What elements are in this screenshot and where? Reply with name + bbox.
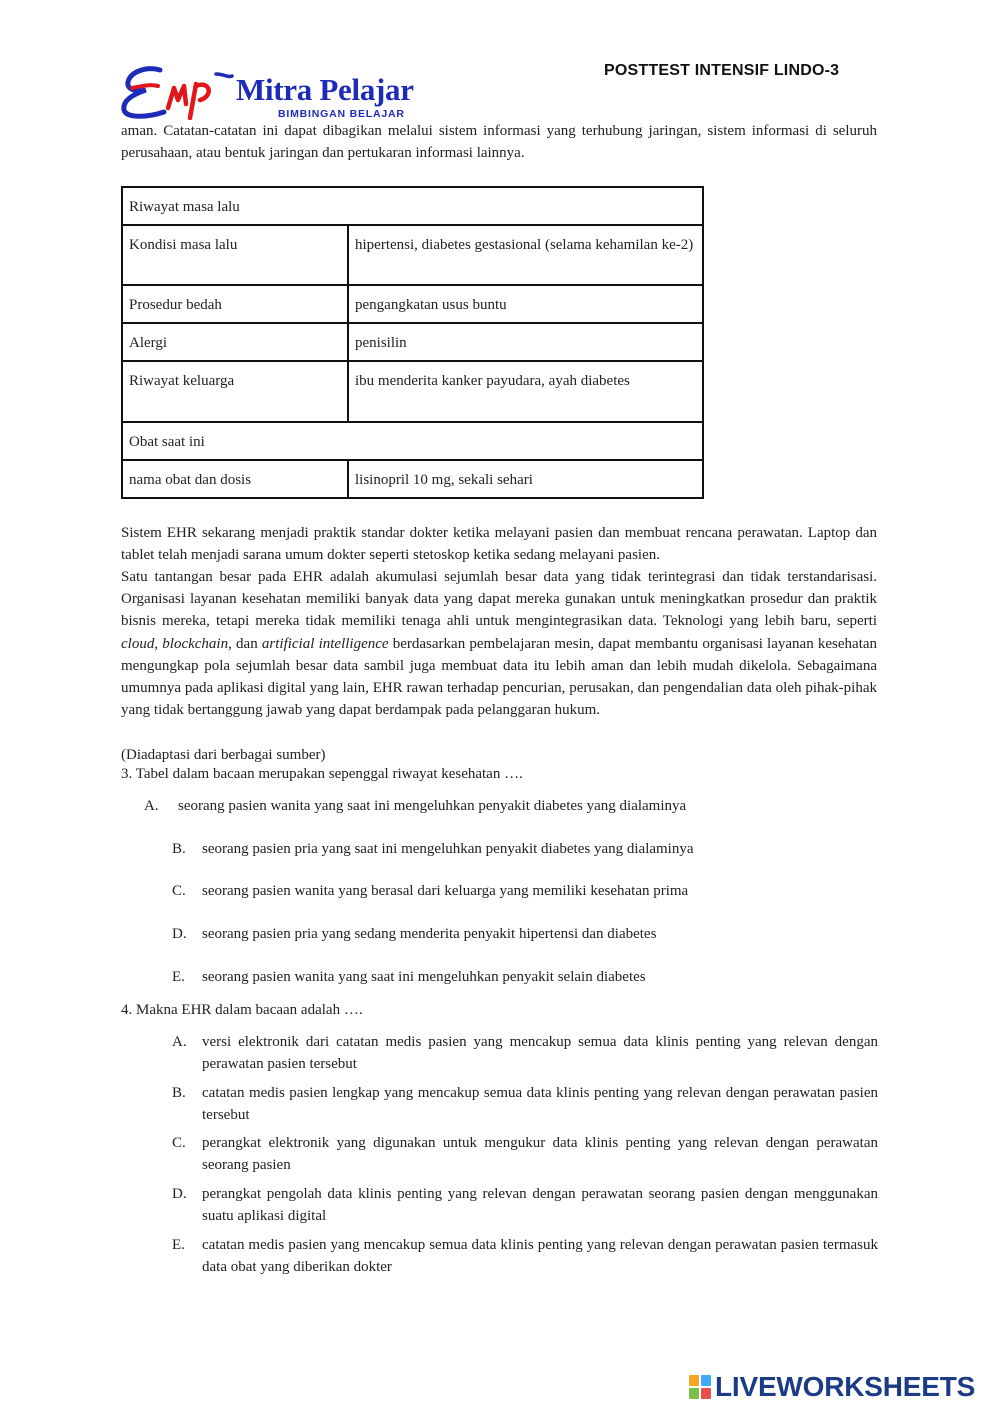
logo-mark-icon — [120, 64, 238, 120]
paragraph-text: Satu tantangan besar pada EHR adalah akumulasi sejumlah besar data yang tidak terintegrasi dan tidak terstandarisasi. Organisasi layanan kesehatan memiliki banyak data yang dapat mereka gunakan untuk meningkatkan prosedur dan praktik bisnis mereka, tetapi mereka tidak memiliki tenaga ahli untuk mengintegrasikan data. Teknologi yang lebih baru, seperti — [121, 569, 877, 630]
paragraph-text: berdasarkan pembelajaran mesin, dapat membantu organisasi layanan kesehatan mengungkap pola sejumlah besar data sambil juga membuat data itu lebih aman dan lebih mudah dikelola. Sebagaimana umumnya pada aplikasi digital yang lain, EHR rawan terhadap pencurian, perusakan, dan pengendalian data oleh pihak-pihak yang tidak bertanggung jawab yang dapat berdampak pada pelanggaran hukum. — [121, 635, 878, 719]
question-3-option-b[interactable] — [172, 838, 878, 862]
row-label: Prosedur bedah — [122, 285, 348, 323]
option-text: seorang pasien pria yang saat ini mengeluhkan penyakit diabetes yang dialaminya — [202, 841, 694, 857]
logo-subtitle: BIMBINGAN BELAJAR — [278, 108, 405, 120]
option-letter: C. — [172, 883, 186, 899]
separator: , dan — [228, 635, 262, 652]
option-text: seorang pasien wanita yang saat ini mengeluhkan penyakit diabetes yang dialaminya — [178, 798, 687, 814]
liveworksheets-brand — [689, 1372, 975, 1402]
table-section-row — [122, 187, 703, 225]
row-label: Riwayat keluarga — [122, 361, 348, 422]
option-letter: B. — [172, 1085, 186, 1101]
row-label: Alergi — [122, 323, 348, 361]
question-4-option-d[interactable] — [172, 1183, 878, 1229]
table-row — [122, 361, 703, 422]
body-paragraph-1: Sistem EHR sekarang menjadi praktik standar dokter ketika melayani pasien dan membuat rencana perawatan. Laptop dan tablet telah menjadi sarana umum dokter seperti stetoskop ketika sedang melayani pasien. — [121, 525, 877, 564]
question-3-option-a[interactable] — [144, 795, 878, 819]
option-letter: C. — [172, 1135, 186, 1151]
question-3-option-d[interactable] — [172, 923, 878, 947]
question-3-option-e[interactable] — [172, 966, 878, 990]
source-note: (Diadaptasi dari berbagai sumber) — [121, 747, 326, 763]
table-row — [122, 323, 703, 361]
medical-history-table — [121, 186, 704, 499]
liveworksheets-wordmark: LIVEWORKSHEETS — [715, 1371, 976, 1402]
term-cloud: cloud — [121, 635, 155, 652]
row-label: nama obat dan dosis — [122, 460, 348, 498]
separator: , — [154, 635, 163, 652]
option-letter: A. — [172, 1034, 187, 1050]
option-text: perangkat pengolah data klinis penting yang relevan dengan perawatan seorang pasien dengan menggunakan suatu aplikasi digital — [202, 1186, 878, 1225]
option-letter: E. — [172, 969, 185, 985]
section-past-history: Riwayat masa lalu — [122, 187, 703, 225]
option-text: seorang pasien wanita yang saat ini mengeluhkan penyakit selain diabetes — [202, 969, 646, 985]
option-letter: D. — [172, 1186, 187, 1202]
option-text: catatan medis pasien lengkap yang mencakup semua data klinis penting yang relevan dengan perawatan pasien tersebut — [202, 1085, 878, 1124]
table-row — [122, 225, 703, 285]
option-text: seorang pasien wanita yang berasal dari keluarga yang memiliki kesehatan prima — [202, 883, 689, 899]
row-value: pengangkatan usus buntu — [348, 285, 703, 323]
page-header-title: POSTTEST INTENSIF LINDO-3 — [604, 62, 840, 79]
row-value: penisilin — [348, 323, 703, 361]
logo-name: Mitra Pelajar — [236, 72, 414, 107]
question-4-option-a[interactable] — [172, 1031, 878, 1077]
question-4-option-c[interactable] — [172, 1132, 878, 1178]
row-value: lisinopril 10 mg, sekali sehari — [348, 460, 703, 498]
term-ai: artificial intelligence — [261, 635, 389, 652]
row-value: ibu menderita kanker payudara, ayah diabetes — [348, 361, 703, 422]
question-3-option-c[interactable] — [172, 880, 878, 904]
table-row — [122, 285, 703, 323]
option-text: perangkat elektronik yang digunakan untuk mengukur data klinis penting yang relevan dengan perawatan seorang pasien — [202, 1135, 878, 1174]
question-4-option-b[interactable] — [172, 1082, 878, 1128]
option-letter: A. — [144, 798, 159, 814]
question-3-stem: 3. Tabel dalam bacaan merupakan sepenggal riwayat kesehatan …. — [121, 766, 523, 782]
option-text: catatan medis pasien yang mencakup semua data klinis penting yang relevan dengan perawatan pasien termasuk data obat yang diberikan dokter — [202, 1237, 878, 1276]
option-letter: B. — [172, 841, 186, 857]
row-value: hipertensi, diabetes gestasional (selama kehamilan ke-2) — [348, 225, 703, 285]
option-letter: E. — [172, 1237, 185, 1253]
question-4-option-e[interactable] — [172, 1234, 878, 1280]
option-text: seorang pasien pria yang sedang menderita penyakit hipertensi dan diabetes — [202, 926, 657, 942]
option-letter: D. — [172, 926, 187, 942]
table-section-row — [122, 422, 703, 460]
body-paragraph-2 — [121, 566, 877, 721]
row-label: Kondisi masa lalu — [122, 225, 348, 285]
section-current-medication: Obat saat ini — [122, 422, 703, 460]
mitra-pelajar-logo — [120, 64, 420, 122]
option-text: versi elektronik dari catatan medis pasien yang mencakup semua data klinis penting yang relevan dengan perawatan pasien tersebut — [202, 1034, 878, 1073]
term-blockchain: blockchain — [162, 635, 229, 652]
intro-paragraph: aman. Catatan-catatan ini dapat dibagikan melalui sistem informasi yang terhubung jaringan, sistem informasi di seluruh perusahaan, atau bentuk jaringan dan pertukaran informasi lainnya. — [121, 123, 877, 162]
liveworksheets-logo-icon — [689, 1375, 711, 1399]
table-row — [122, 460, 703, 498]
question-4-stem: 4. Makna EHR dalam bacaan adalah …. — [121, 1002, 363, 1018]
